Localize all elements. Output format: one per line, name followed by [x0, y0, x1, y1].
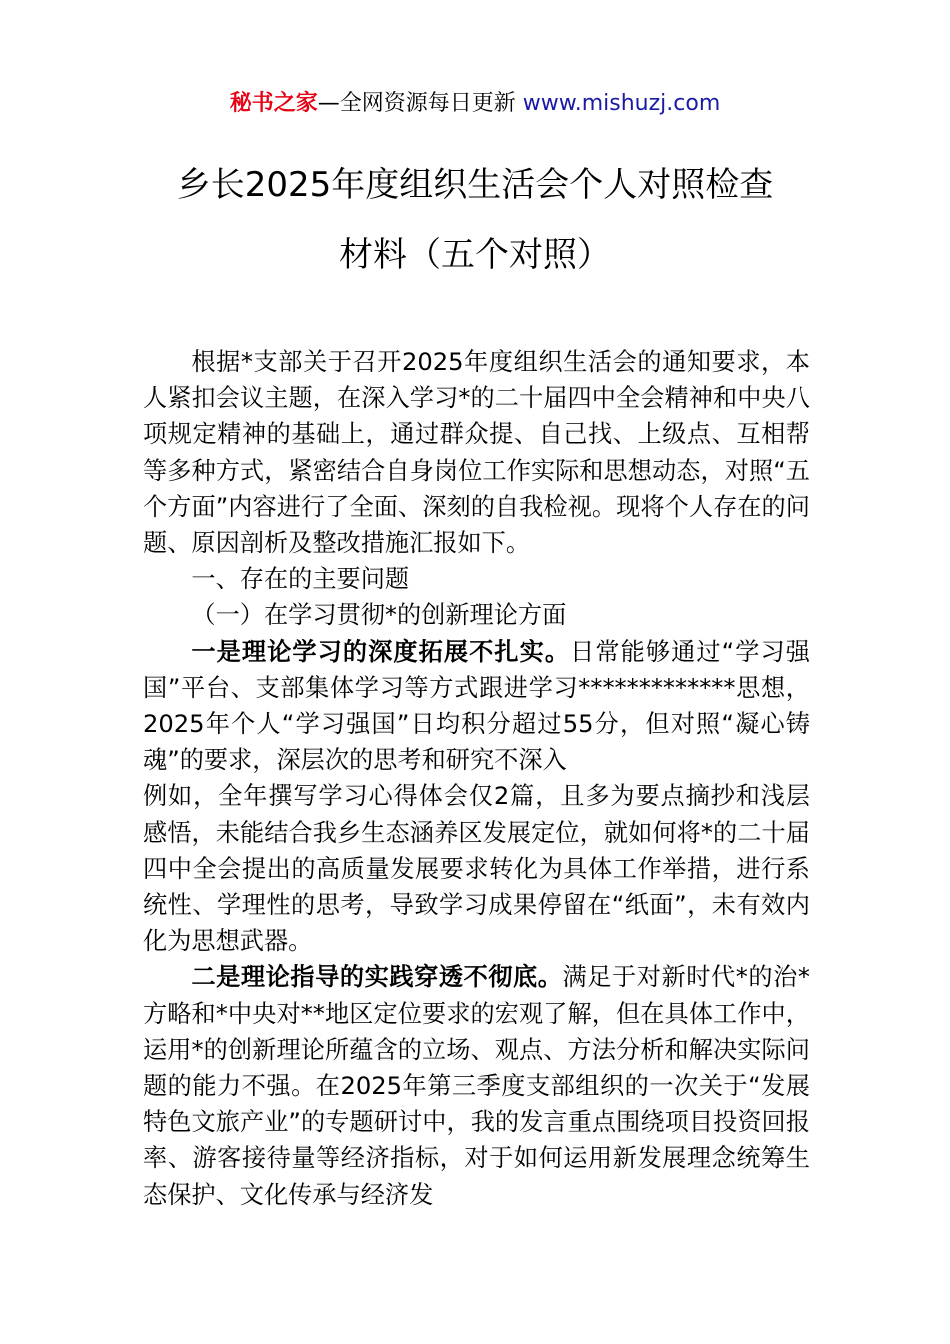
- point-2-text: 满足于对新时代*的治*方略和*中央对**地区定位要求的宏观了解，但在具体工作中，运用*的创新理论所蕴含的立场、观点、方法分析和解决实际问题的能力不强。在2025年第三季度支部组织的一次关于“发展特色文旅产业”的专题研讨中，我的发言重点围绕项目投资回报率、游客接待量等经济指标，对于如何运用新发展理念统筹生态保护、文化传承与经济发: [143, 963, 810, 1209]
- section-heading: 一、存在的主要问题: [191, 565, 410, 594]
- site-url[interactable]: www.mishuzj.com: [522, 91, 721, 116]
- point-2-paragraph: [143, 959, 810, 1212]
- site-name: 秘书之家: [229, 91, 318, 116]
- point-1-paragraph: [143, 634, 810, 779]
- document-title-line-2: 材料（五个对照）: [339, 235, 611, 275]
- subsection-heading: （一）在学习贯彻*的创新理论方面: [191, 601, 567, 630]
- intro-paragraph: 根据*支部关于召开2025年度组织生活会的通知要求，本人紧扣会议主题，在深入学习*的二十届四中全会精神和中央八项规定精神的基础上，通过群众提、自己找、上级点、互相帮等多种方式，紧密结合自身岗位工作实际和思想动态，对照“五个方面”内容进行了全面、深刻的自我检视。现将个人存在的问题、原因剖析及整改措施汇报如下。: [143, 348, 810, 558]
- document-body: [143, 344, 810, 1213]
- point-1-text: 日常能够通过“学习强国”平台、支部集体学习等方式跟进学习*************思想，2025年个人“学习强国”日均积分超过55分，但对照“凝心铸魂”的要求，深层次的思考和研究不深入: [143, 637, 810, 775]
- site-tagline: —全网资源每日更新: [317, 91, 516, 116]
- page-header: [0, 88, 950, 120]
- point-2-title: 二是理论指导的实践穿透不彻底。: [191, 963, 563, 992]
- document-title-line-1: 乡长2025年度组织生活会个人对照检查: [176, 165, 774, 205]
- point-1-title: 一是理论学习的深度拓展不扎实。: [191, 637, 571, 666]
- point-1-continuation: 例如，全年撰写学习心得体会仅2篇，且多为要点摘抄和浅层感悟，未能结合我乡生态涵养区发展定位，就如何将*的二十届四中全会提出的高质量发展要求转化为具体工作举措，进行系统性、学理性的思考，导致学习成果停留在“纸面”，未有效内化为思想武器。: [143, 782, 810, 956]
